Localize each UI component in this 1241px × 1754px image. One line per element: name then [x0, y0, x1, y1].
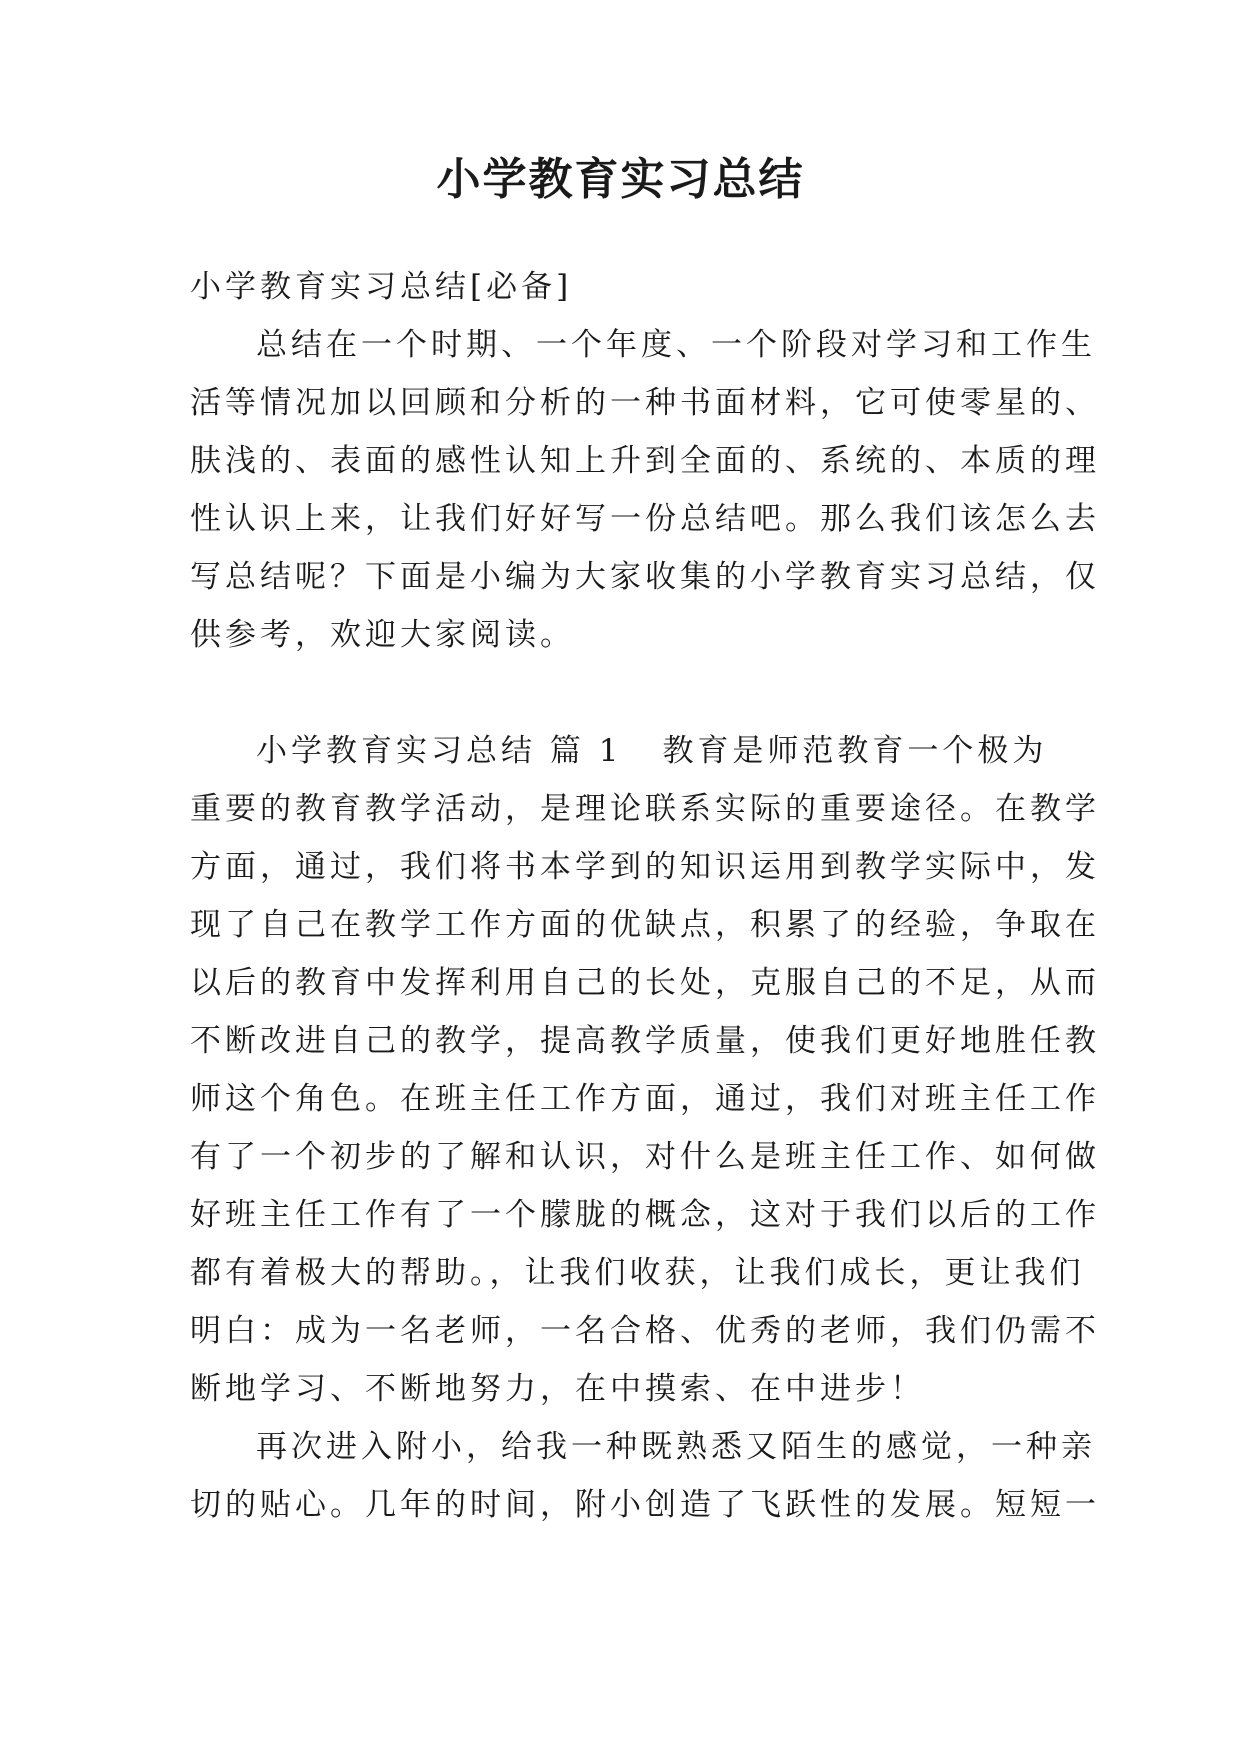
- intro-line: 肤浅的、表面的感性认知上升到全面的、系统的、本质的理: [190, 443, 1100, 479]
- paragraph-1-line: 有了一个初步的了解和认识，对什么是班主任工作、如何做: [190, 1139, 1100, 1175]
- document-subtitle: 小学教育实习总结[必备]: [190, 269, 573, 305]
- paragraph-1-line: 明白：成为一名老师，一名合格、优秀的老师，我们仍需不: [190, 1313, 1100, 1349]
- paragraph-1-line: 不断改进自己的教学，提高教学质量，使我们更好地胜任教: [190, 1023, 1100, 1059]
- paragraph-1-line: 重要的教育教学活动，是理论联系实际的重要途径。在教学: [190, 791, 1100, 827]
- intro-line: 性认识上来，让我们好好写一份总结吧。那么我们该怎么去: [190, 501, 1100, 537]
- intro-line: 总结在一个时期、一个年度、一个阶段对学习和工作生: [256, 327, 1096, 363]
- section-first-line: [190, 722, 1060, 780]
- document-body: [190, 258, 1100, 1534]
- section-first-line-text: 教育是师范教育一个极为: [662, 733, 1048, 769]
- paragraph-1-line: 现了自己在教学工作方面的优缺点，积累了的经验，争取在: [190, 907, 1100, 943]
- intro-line: 写总结呢？下面是小编为大家收集的小学教育实习总结，仅: [190, 559, 1100, 595]
- intro-line: 供参考，欢迎大家阅读。: [190, 617, 575, 653]
- paragraph-1-line: 方面，通过，我们将书本学到的知识运用到教学实际中，发: [190, 849, 1100, 885]
- paragraph-1-line: 断地学习、不断地努力，在中摸索、在中进步！: [190, 1371, 925, 1407]
- paragraph-1-line: 都有着极大的帮助。，让我们收获，让我们成长，更让我们: [190, 1255, 1085, 1291]
- paragraph-2-line: 再次进入附小，给我一种既熟悉又陌生的感觉，一种亲: [256, 1429, 1096, 1465]
- intro-line: 活等情况加以回顾和分析的一种书面材料，它可使零星的、: [190, 385, 1100, 421]
- paragraph-gap: [190, 664, 1060, 722]
- document-title: 小学教育实习总结: [436, 154, 805, 205]
- paragraph-2-line: 切的贴心。几年的时间，附小创造了飞跃性的发展。短短一: [190, 1487, 1100, 1523]
- paragraph-1-line: 以后的教育中发挥利用自己的长处，克服自己的不足，从而: [190, 965, 1100, 1001]
- paragraph-1-line: 好班主任工作有了一个朦胧的概念，这对于我们以后的工作: [190, 1197, 1100, 1233]
- section-heading: 小学教育实习总结 篇 1: [256, 733, 623, 769]
- paragraph-1-line: 师这个角色。在班主任工作方面，通过，我们对班主任工作: [190, 1081, 1100, 1117]
